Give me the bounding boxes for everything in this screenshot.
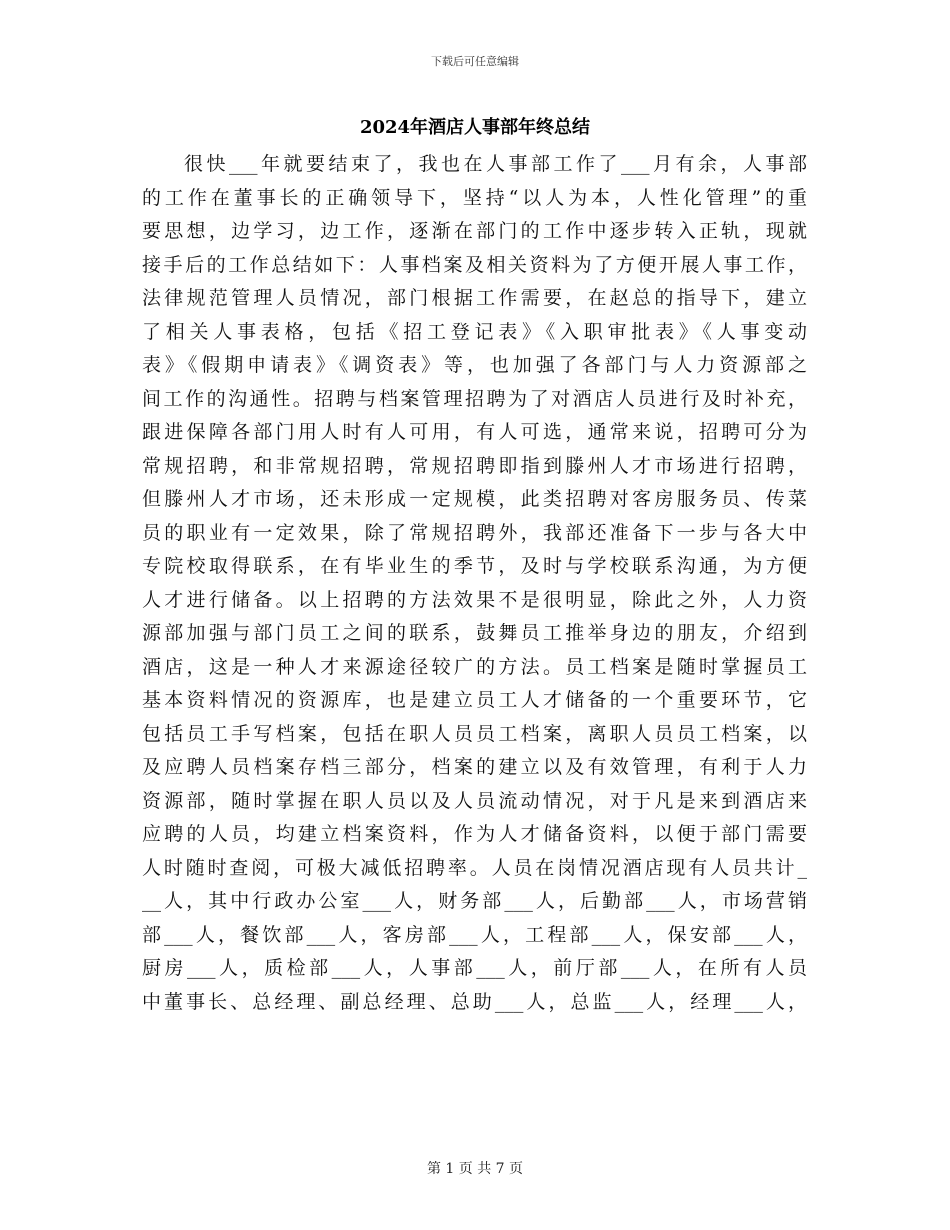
paragraph-line: 了相关人事表格，包括《招工登记表》《入职审批表》《人事变动 — [142, 320, 807, 343]
paragraph-line: 人才进行储备。以上招聘的方法效果不是很明显，除此之外，人力资 — [142, 588, 807, 611]
paragraph-line: 酒店，这是一种人才来源途径较广的方法。员工档案是随时掌握员工 — [142, 655, 807, 678]
paragraph-line: 员的职业有一定效果，除了常规招聘外，我部还准备下一步与各大中 — [142, 521, 807, 544]
document-body — [142, 148, 807, 1019]
paragraph-line: __人，其中行政办公室___人，财务部___人，后勤部___人，市场营销 — [142, 890, 807, 912]
paragraph-line: 跟进保障各部门用人时有人可用，有人可选，通常来说，招聘可分为 — [142, 421, 807, 443]
paragraph-line: 资源部，随时掌握在职人员以及人员流动情况，对于凡是来到酒店来 — [142, 789, 807, 812]
paragraph-line: 法律规范管理人员情况，部门根据工作需要，在赵总的指导下，建立 — [142, 287, 807, 309]
paragraph-line: 厨房___人，质检部___人，人事部___人，前厅部___人，在所有人员 — [142, 957, 807, 979]
paragraph-line: 中董事长、总经理、副总经理、总助___人，总监___人，经理___人， — [142, 990, 807, 1013]
paragraph-line: 包括员工手写档案，包括在职人员员工档案，离职人员员工档案，以 — [142, 722, 807, 745]
paragraph-line: 的工作在董事长的正确领导下，坚持“以人为本，人性化管理”的重 — [142, 186, 807, 209]
paragraph-line: 基本资料情况的资源库，也是建立员工人才储备的一个重要环节，它 — [142, 689, 807, 711]
paragraph-line: 要思想，边学习，边工作，逐渐在部门的工作中逐步转入正轨，现就 — [142, 220, 807, 242]
paragraph-line: 很快___年就要结束了，我也在人事部工作了___月有余，人事部 — [184, 153, 807, 175]
paragraph-line: 接手后的工作总结如下：人事档案及相关资料为了方便开展人事工作， — [142, 253, 807, 276]
paragraph-line: 但滕州人才市场，还未形成一定规模，此类招聘对客房服务员、传菜 — [142, 488, 807, 510]
paragraph-line: 应聘的人员，均建立档案资料，作为人才储备资料，以便于部门需要 — [142, 823, 807, 845]
paragraph-line: 常规招聘，和非常规招聘，常规招聘即指到滕州人才市场进行招聘， — [142, 454, 807, 477]
paragraph-line: 间工作的沟通性。招聘与档案管理招聘为了对酒店人员进行及时补充， — [142, 387, 807, 410]
page-header: 下载后可任意编辑 — [431, 55, 519, 68]
paragraph-line: 表》《假期申请表》《调资表》等，也加强了各部门与人力资源部之 — [142, 354, 807, 376]
document-title: 2024年酒店人事部年终总结 — [359, 117, 591, 138]
paragraph-line: 源部加强与部门员工之间的联系，鼓舞员工推举身边的朋友，介绍到 — [142, 622, 807, 644]
page-number: 第 1 页 共 7 页 — [426, 1161, 524, 1177]
paragraph-line: 及应聘人员档案存档三部分，档案的建立以及有效管理，有利于人力 — [142, 756, 807, 778]
paragraph-line: 部___人，餐饮部___人，客房部___人，工程部___人，保安部___人， — [142, 923, 807, 946]
paragraph-line: 人时随时查阅，可极大减低招聘率。人员在岗情况酒店现有人员共计_ — [142, 856, 807, 879]
paragraph-line: 专院校取得联系，在有毕业生的季节，及时与学校联系沟通，为方便 — [142, 555, 807, 577]
